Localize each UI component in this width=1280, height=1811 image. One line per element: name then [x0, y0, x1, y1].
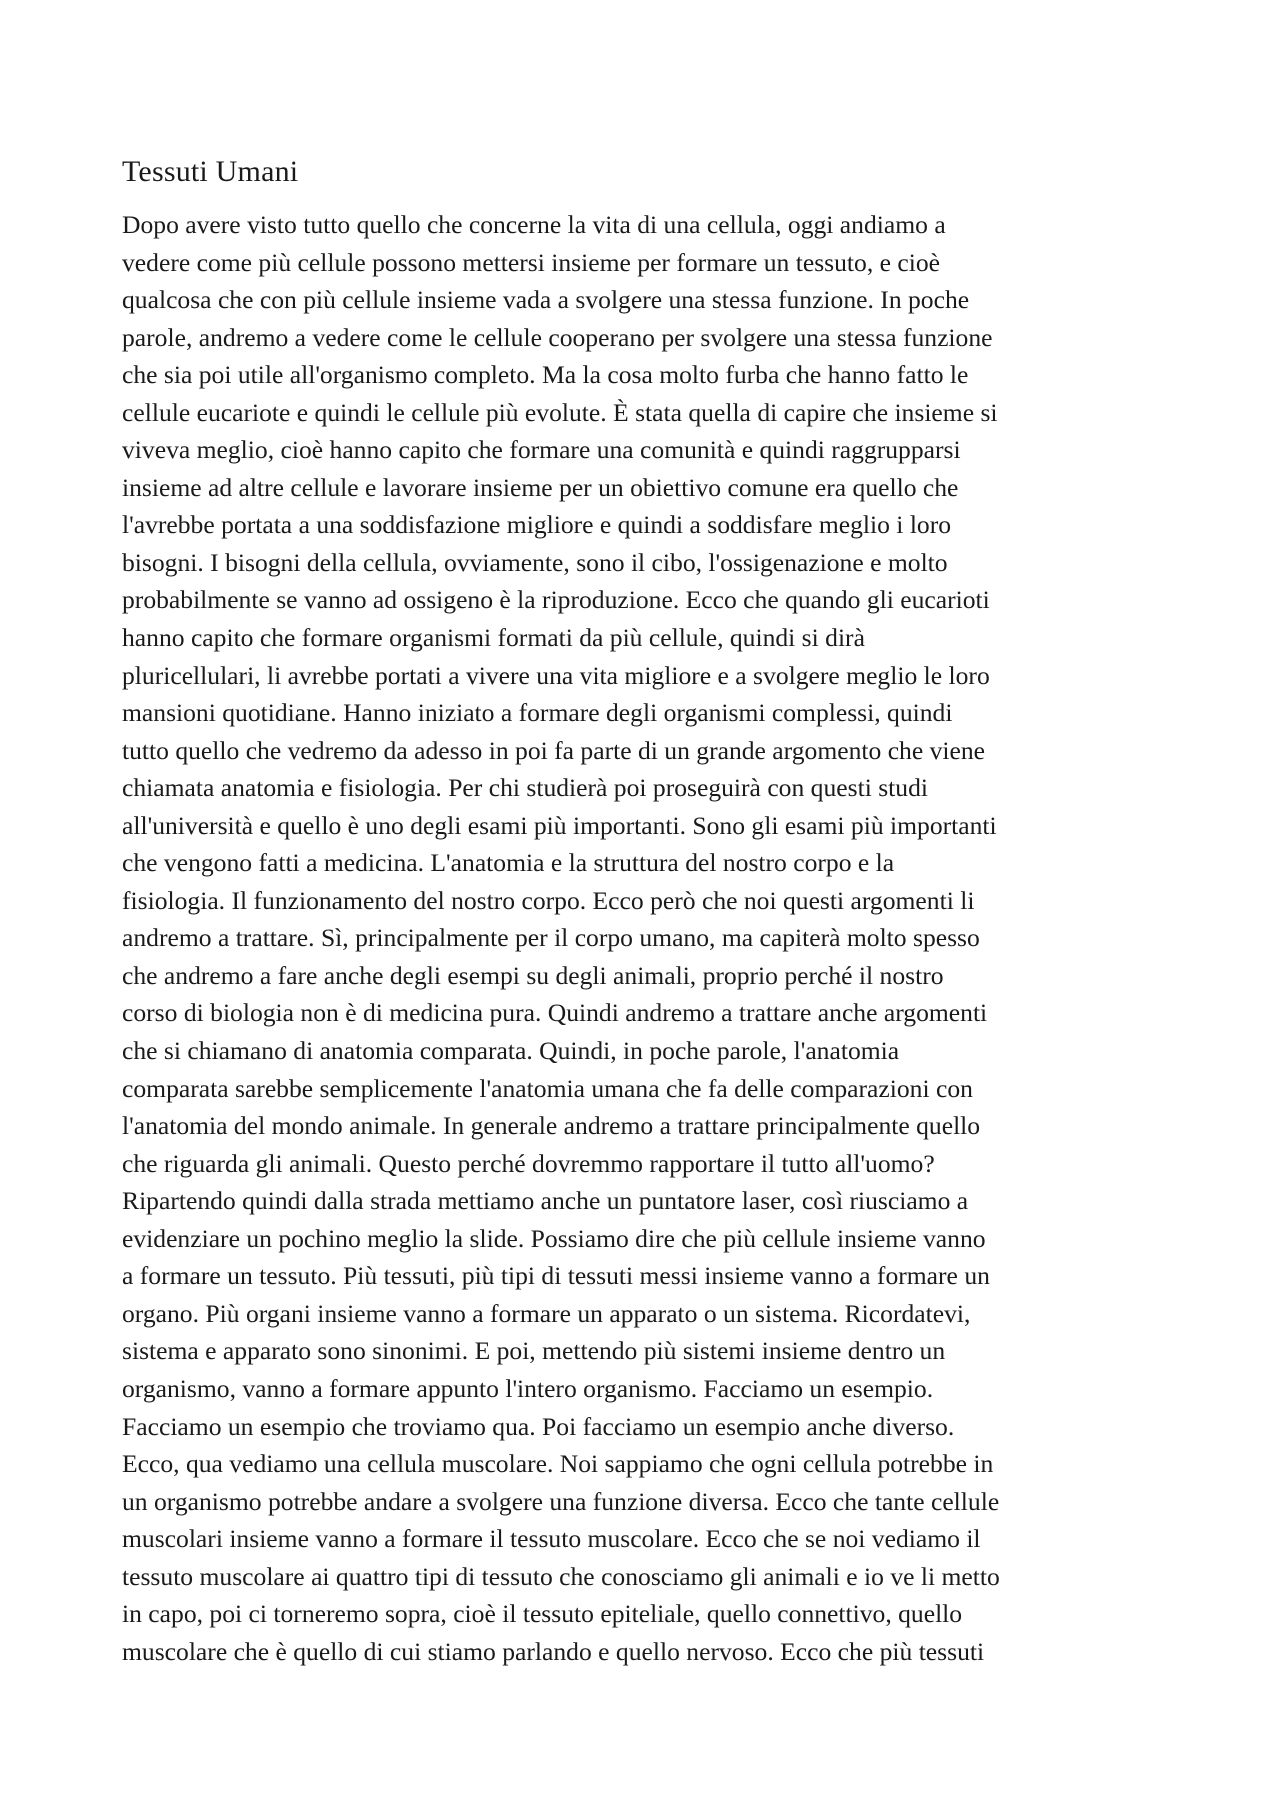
document-content: [122, 152, 1167, 1670]
document-body-paragraph: Dopo avere visto tutto quello che concerne la vita di una cellula, oggi andiamo a vedere come più cellule possono mettersi insieme per formare un tessuto, e cioè qualcosa che con più cellule insieme vada a svolgere una stessa funzione. In poche parole, andremo a vedere come le cellule cooperano per svolgere una stessa funzione che sia poi utile all'organismo completo. Ma la cosa molto furba che hanno fatto le cellule eucariote e quindi le cellule più evolute. È stata quella di capire che insieme si viveva meglio, cioè hanno capito che formare una comunità e quindi raggrupparsi insieme ad altre cellule e lavorare insieme per un obiettivo comune era quello che l'avrebbe portata a una soddisfazione migliore e quindi a soddisfare meglio i loro bisogni. I bisogni della cellula, ovviamente, sono il cibo, l'ossigenazione e molto probabilmente se vanno ad ossigeno è la riproduzione. Ecco che quando gli eucarioti hanno capito che formare organismi formati da più cellule, quindi si dirà pluricellulari, li avrebbe portati a vivere una vita migliore e a svolgere meglio le loro mansioni quotidiane. Hanno iniziato a formare degli organismi complessi, quindi tutto quello che vedremo da adesso in poi fa parte di un grande argomento che viene chiamata anatomia e fisiologia. Per chi studierà poi proseguirà con questi studi all'università e quello è uno degli esami più importanti. Sono gli esami più importanti che vengono fatti a medicina. L'anatomia e la struttura del nostro corpo e la fisiologia. Il funzionamento del nostro corpo. Ecco però che noi questi argomenti li andremo a trattare. Sì, principalmente per il corpo umano, ma capiterà molto spesso che andremo a fare anche degli esempi su degli animali, proprio perché il nostro corso di biologia non è di medicina pura. Quindi andremo a trattare anche argomenti che si chiamano di anatomia comparata. Quindi, in poche parole, l'anatomia comparata sarebbe semplicemente l'anatomia umana che fa delle comparazioni con l'anatomia del mondo animale. In generale andremo a trattare principalmente quello che riguarda gli animali. Questo perché dovremmo rapportare il tutto all'uomo? Ripartendo quindi dalla strada mettiamo anche un puntatore laser, così riusciamo a evidenziare un pochino meglio la slide. Possiamo dire che più cellule insieme vanno a formare un tessuto. Più tessuti, più tipi di tessuti messi insieme vanno a formare un organo. Più organi insieme vanno a formare un apparato o un sistema. Ricordatevi, sistema e apparato sono sinonimi. E poi, mettendo più sistemi insieme dentro un organismo, vanno a formare appunto l'intero organismo. Facciamo un esempio. Facciamo un esempio che troviamo qua. Poi facciamo un esempio anche diverso. Ecco, qua vediamo una cellula muscolare. Noi sappiamo che ogni cellula potrebbe in un organismo potrebbe andare a svolgere una funzione diversa. Ecco che tante cellule muscolari insieme vanno a formare il tessuto muscolare. Ecco che se noi vediamo il tessuto muscolare ai quattro tipi di tessuto che conosciamo gli animali e io ve li metto in capo, poi ci torneremo sopra, cioè il tessuto epiteliale, quello connettivo, quello muscolare che è quello di cui stiamo parlando e quello nervoso. Ecco che più tessuti: [122, 210, 1000, 1666]
document-title: Tessuti Umani: [122, 155, 299, 188]
